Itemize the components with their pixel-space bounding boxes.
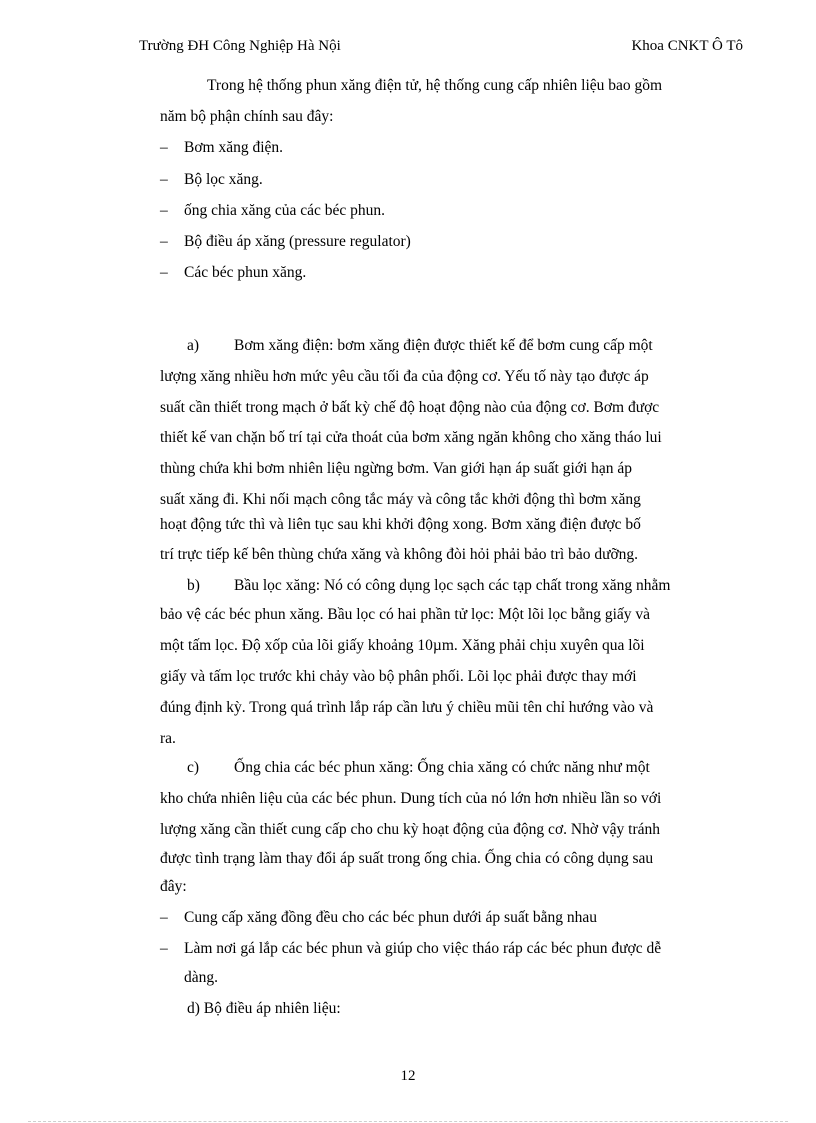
paragraph-line: kho chứa nhiên liệu của các béc phun. Dung tích của nó lớn hơn nhiều lần so với — [160, 790, 662, 807]
page-number: 12 — [400, 1068, 416, 1084]
paragraph-line: Ống chia các béc phun xăng: Ống chia xăng có chức năng như một — [234, 759, 650, 776]
paragraph-line: Bơm xăng điện: bơm xăng điện được thiết kế để bơm cung cấp một — [234, 337, 653, 354]
header-faculty: Khoa CNKT Ô Tô — [631, 38, 743, 54]
bullet-dash: – — [160, 139, 168, 156]
paragraph-line: ra. — [160, 730, 176, 747]
bullet-dash: – — [160, 940, 168, 957]
list-item: ống chia xăng của các béc phun. — [184, 202, 385, 219]
paragraph-line: được tình trạng làm thay đổi áp suất trong ống chia. Ống chia có công dụng sau — [160, 850, 654, 867]
section-marker: a) — [187, 337, 200, 354]
bullet-dash: – — [160, 909, 168, 926]
list-item: Làm nơi gá lắp các béc phun và giúp cho việc tháo ráp các béc phun được dễ — [184, 940, 662, 957]
bullet-dash: – — [160, 171, 168, 188]
list-item-continuation: dàng. — [184, 969, 219, 986]
paragraph-line: giấy và tấm lọc trước khi chảy vào bộ phân phối. Lõi lọc phải được thay mới — [160, 668, 637, 685]
paragraph-line: lượng xăng nhiều hơn mức yêu cầu tối đa của động cơ. Yếu tố này tạo được áp — [160, 368, 649, 385]
paragraph-line: thiết kế van chặn bố trí tại cửa thoát của bơm xăng ngăn không cho xăng tháo lui — [160, 429, 662, 446]
bullet-dash: – — [160, 202, 168, 219]
section-d-heading: d) Bộ điều áp nhiên liệu: — [187, 1000, 341, 1017]
intro-line-1: Trong hệ thống phun xăng điện tử, hệ thống cung cấp nhiên liệu bao gồm — [207, 77, 663, 94]
paragraph-line: đây: — [160, 878, 187, 895]
paragraph-line: trí trực tiếp kế bên thùng chứa xăng và không đòi hỏi phải bảo trì bảo dưỡng. — [160, 546, 639, 563]
list-item: Cung cấp xăng đồng đều cho các béc phun dưới áp suất bằng nhau — [184, 909, 598, 926]
bullet-dash: – — [160, 233, 168, 250]
paragraph-line: suất xăng đi. Khi nối mạch công tắc máy và công tắc khởi động thì bơm xăng — [160, 491, 641, 508]
paragraph-line: hoạt động tức thì và liên tục sau khi khởi động xong. Bơm xăng điện được bố — [160, 516, 641, 533]
list-item: Bộ lọc xăng. — [184, 171, 263, 188]
paragraph-line: thùng chứa khi bơm nhiên liệu ngừng bơm. Van giới hạn áp suất giới hạn áp — [160, 460, 633, 477]
intro-line-2: năm bộ phận chính sau đây: — [160, 108, 334, 125]
list-item: Bơm xăng điện. — [184, 139, 284, 156]
section-marker: b) — [187, 577, 200, 594]
paragraph-line: lượng xăng cần thiết cung cấp cho chu kỳ hoạt động của động cơ. Nhờ vậy tránh — [160, 821, 661, 838]
list-item: Các béc phun xăng. — [184, 264, 307, 281]
paragraph-line: Bầu lọc xăng: Nó có công dụng lọc sạch các tạp chất trong xăng nhằm — [234, 577, 671, 594]
page-bottom-rule — [28, 1121, 788, 1122]
section-marker: c) — [187, 759, 200, 776]
paragraph-line: đúng định kỳ. Trong quá trình lắp ráp cần lưu ý chiều mũi tên chỉ hướng vào và — [160, 699, 654, 716]
header-school: Trường ĐH Công Nghiệp Hà Nội — [139, 38, 341, 54]
paragraph-line: bảo vệ các béc phun xăng. Bầu lọc có hai phần tử lọc: Một lõi lọc bằng giấy và — [160, 606, 651, 623]
bullet-dash: – — [160, 264, 168, 281]
paragraph-line: một tấm lọc. Độ xốp của lõi giấy khoảng 10µm. Xăng phải chịu xuyên qua lõi — [160, 637, 645, 654]
list-item: Bộ điều áp xăng (pressure regulator) — [184, 233, 411, 250]
paragraph-line: suất cần thiết trong mạch ở bất kỳ chế độ hoạt động nào của động cơ. Bơm được — [160, 399, 660, 416]
